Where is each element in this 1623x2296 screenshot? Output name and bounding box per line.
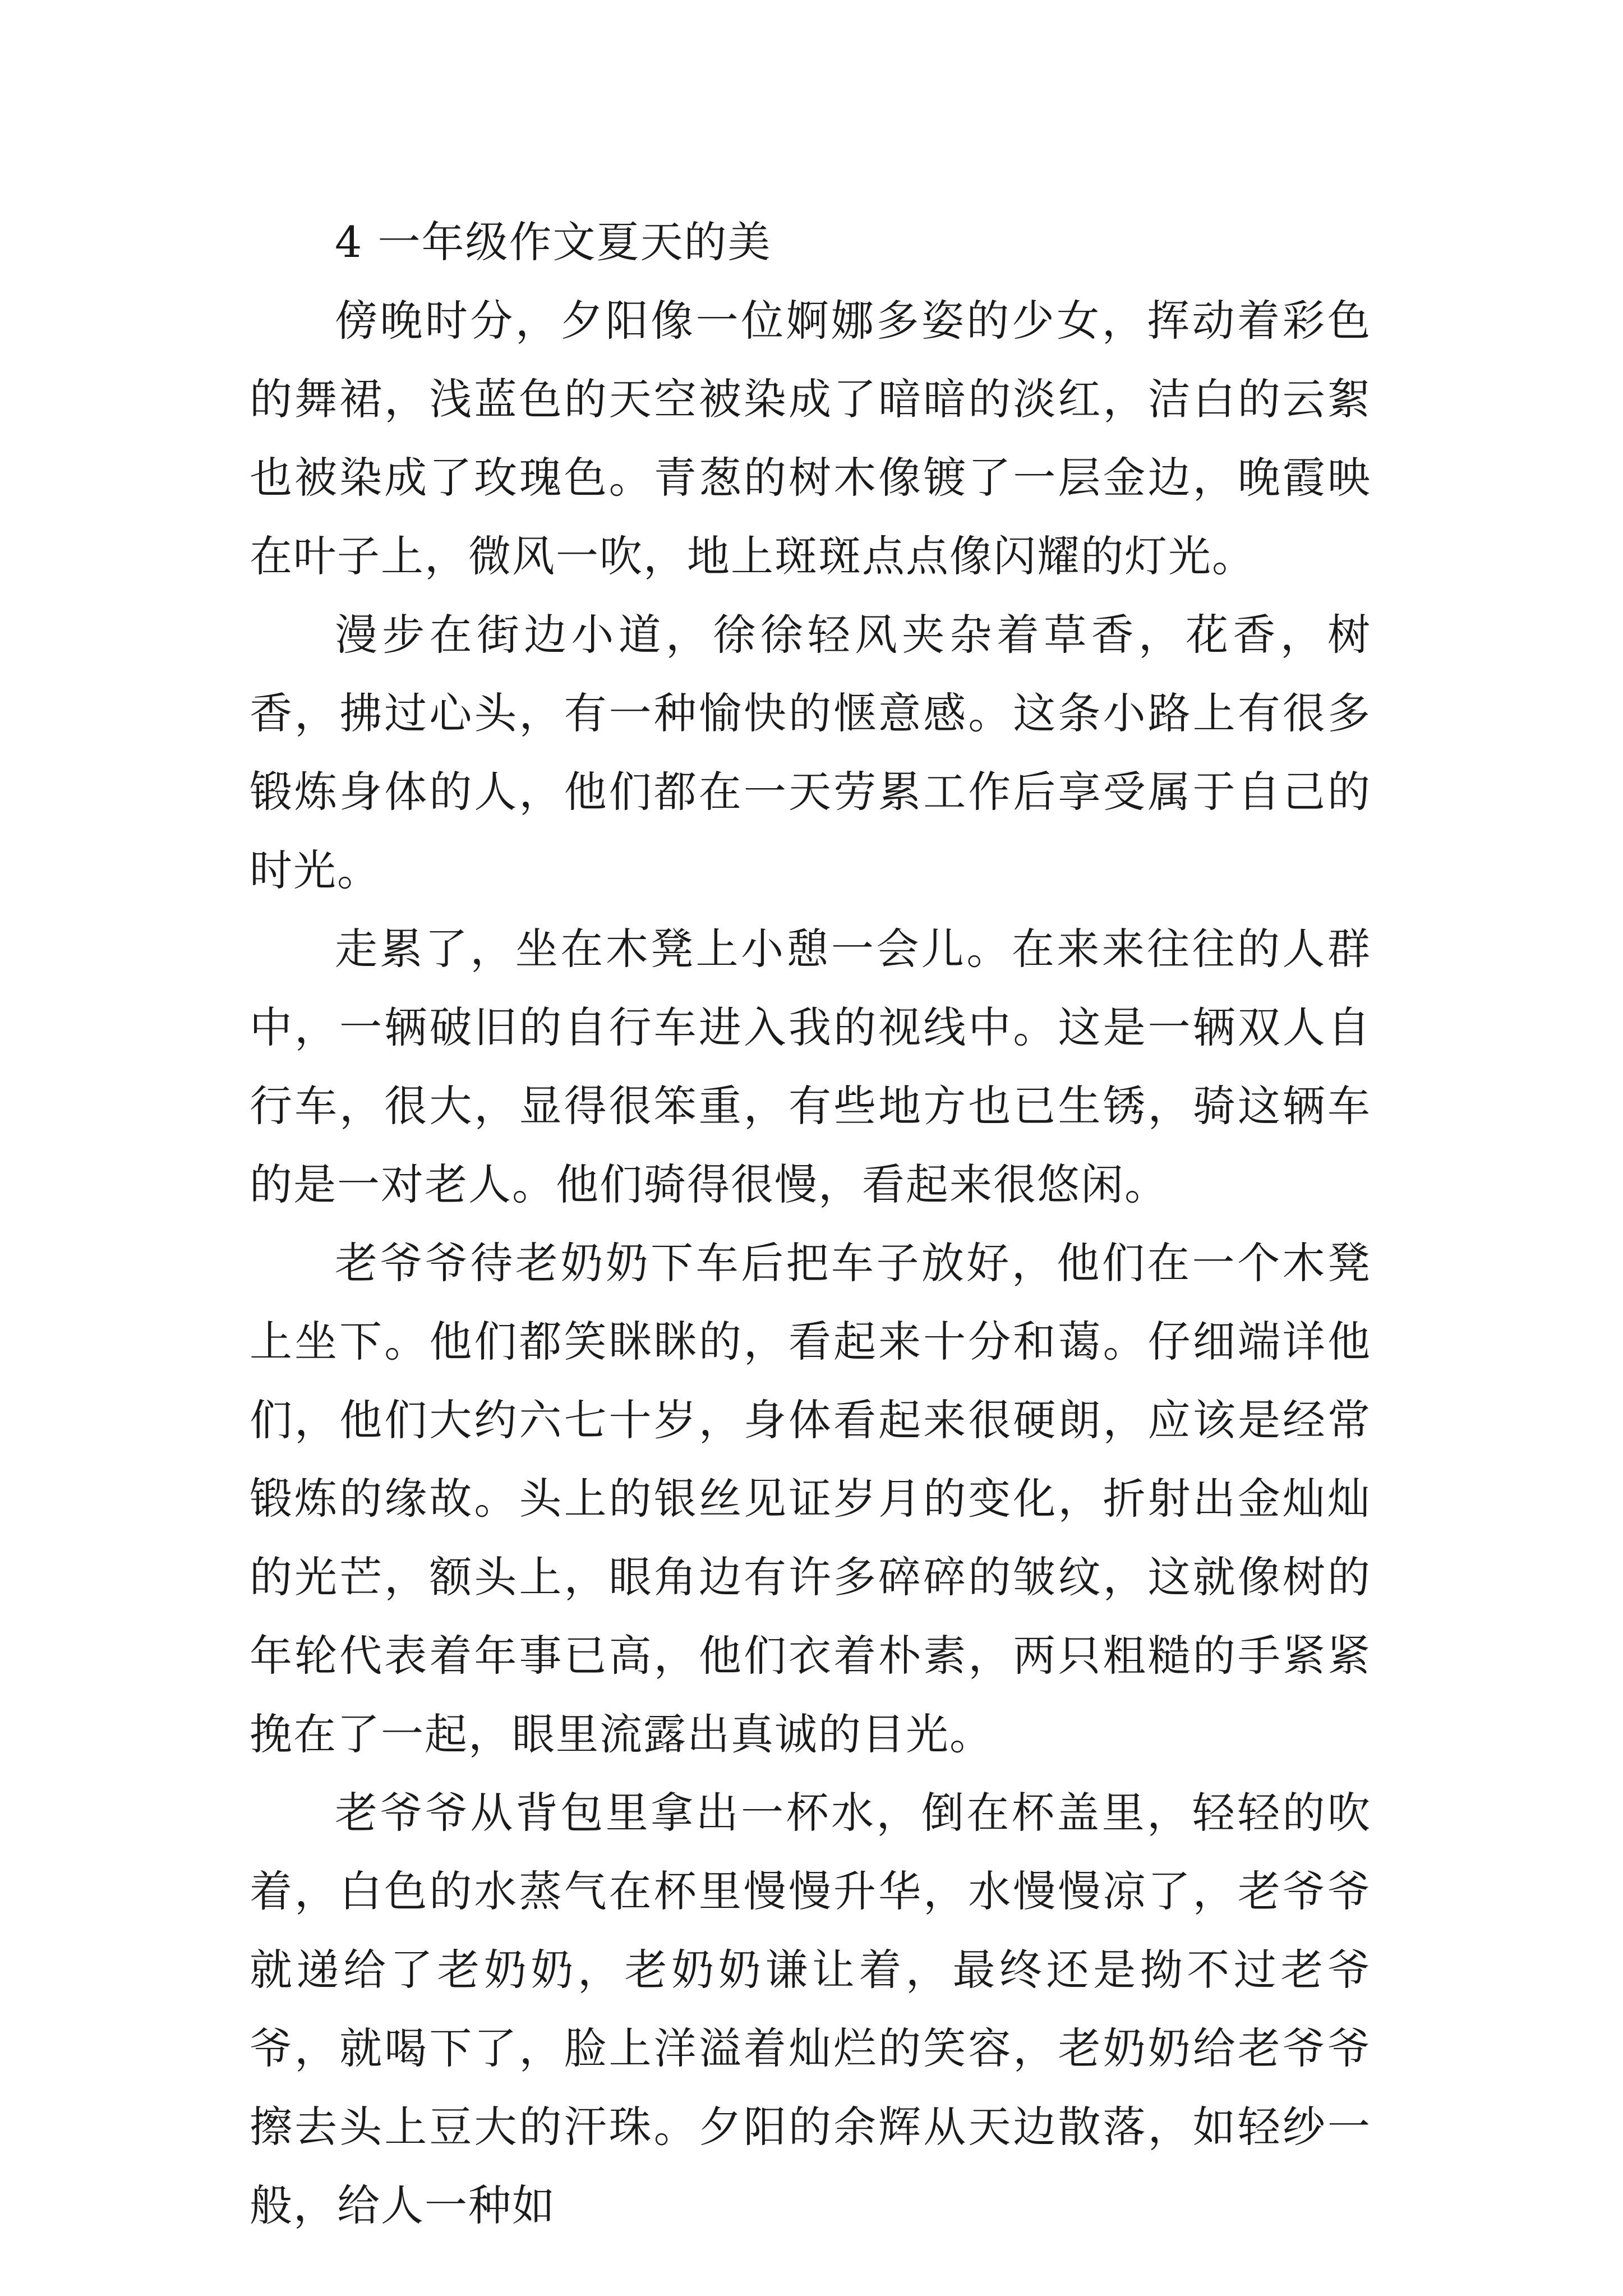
paragraph-3: 走累了，坐在木凳上小憩一会儿。在来来往往的人群中，一辆破旧的自行车进入我的视线中。这是一辆双人自行车，很大，显得很笨重，有些地方也已生锈，骑这辆车的是一对老人。他们骑得很慢，看起来很悠闲。 [250,924,1371,1209]
document-title: 4 一年级作文夏天的美 [335,217,772,267]
paragraph-5: 老爷爷从背包里拿出一杯水，倒在杯盖里，轻轻的吹着，白色的水蒸气在杯里慢慢升华，水慢慢凉了，老爷爷就递给了老奶奶，老奶奶谦让着，最终还是拗不过老爷爷，就喝下了，脸上洋溢着灿烂的笑容，老奶奶给老爷爷擦去头上豆大的汗珠。夕阳的余辉从天边散落，如轻纱一般，给人一种如 [250,1788,1371,2230]
paragraph-4: 老爷爷待老奶奶下车后把车子放好，他们在一个木凳上坐下。他们都笑眯眯的，看起来十分和蔼。仔细端详他们，他们大约六七十岁，身体看起来很硬朗，应该是经常锻炼的缘故。头上的银丝见证岁月的变化，折射出金灿灿的光芒，额头上，眼角边有许多碎碎的皱纹，这就像树的年轮代表着年事已高，他们衣着朴素，两只粗糙的手紧紧挽在了一起，眼里流露出真诚的目光。 [250,1238,1371,1759]
paragraph-1: 傍晚时分，夕阳像一位婀娜多姿的少女，挥动着彩色的舞裙，浅蓝色的天空被染成了暗暗的淡红，洁白的云絮也被染成了玫瑰色。青葱的树木像镀了一层金边，晚霞映在叶子上，微风一吹，地上斑斑点点像闪耀的灯光。 [250,296,1371,581]
paragraph-2: 漫步在街边小道，徐徐轻风夹杂着草香，花香，树香，拂过心头，有一种愉快的惬意感。这条小路上有很多锻炼身体的人，他们都在一天劳累工作后享受属于自己的时光。 [250,610,1371,895]
document-body [250,203,1371,2245]
